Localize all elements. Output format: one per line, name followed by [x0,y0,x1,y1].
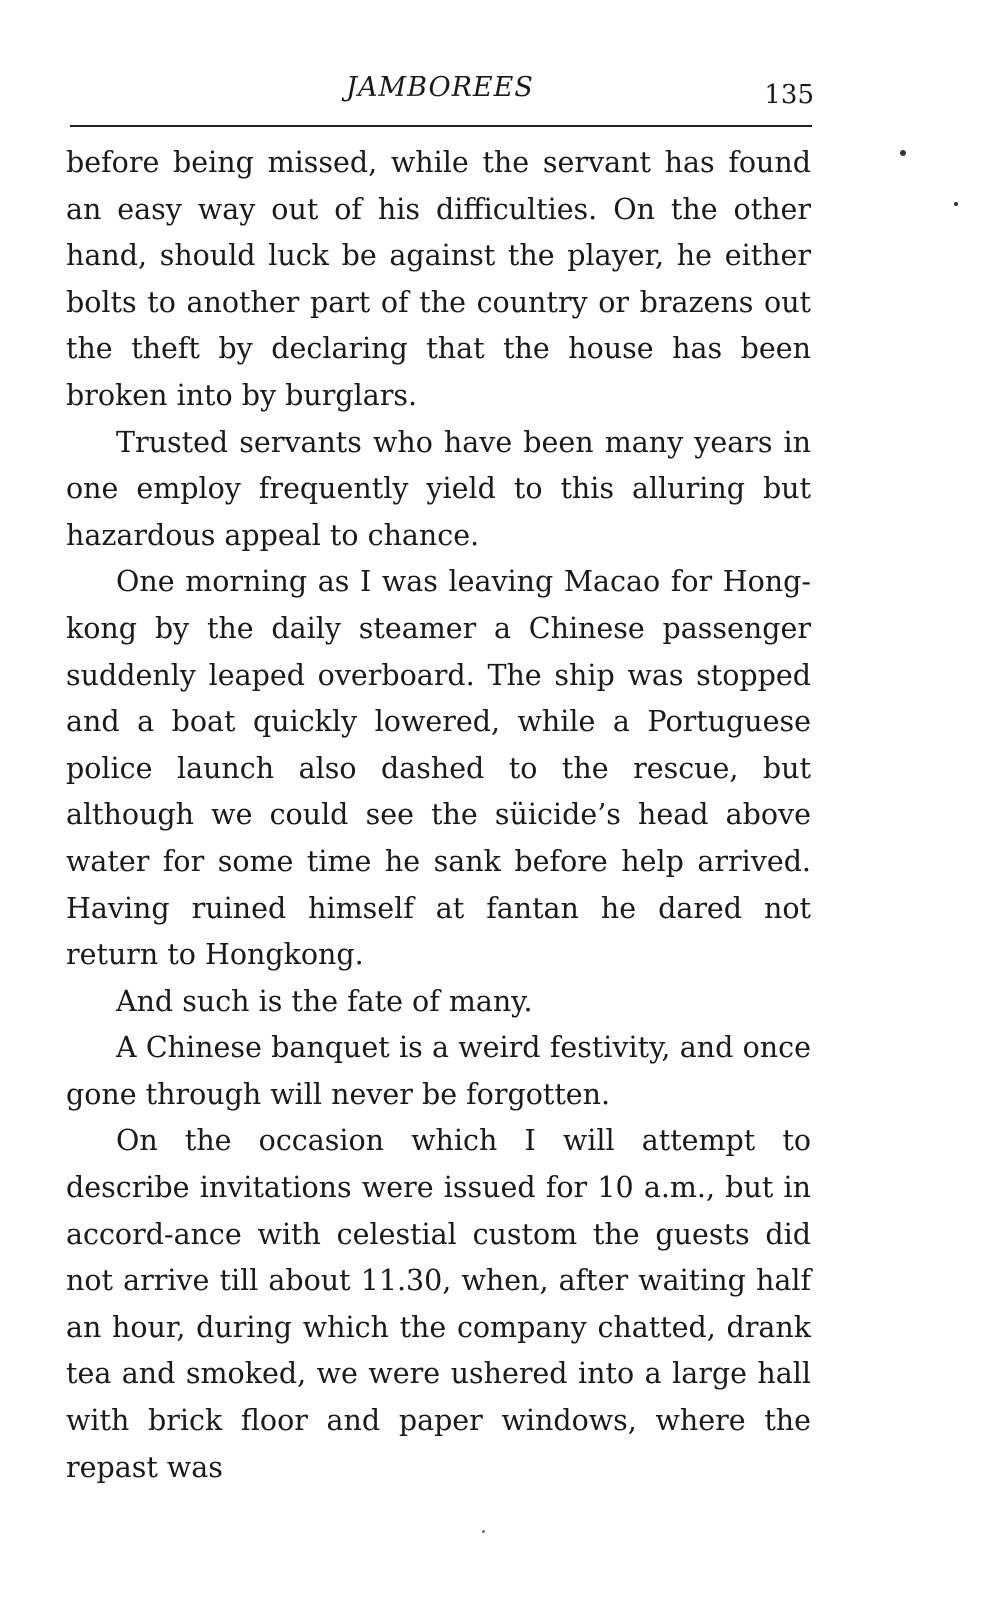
ink-speck [954,202,958,206]
paragraph-chinese-banquet: A Chinese banquet is a weird festivity, and once gone through will never be forgotten. [66,1031,811,1111]
ink-speck [482,1530,485,1533]
header-rule [70,125,812,127]
body-text [66,140,811,1491]
paragraph-fate-of-many: And such is the fate of many. [116,984,533,1018]
running-head [66,72,814,112]
paragraph-trusted-servants: Trusted servants who have been many years in one employ frequently yield to this alluring but hazardous appeal to chance. [66,425,811,552]
ink-speck [900,150,906,156]
paragraph-occasion: On the occasion which I will attempt to describe invitations were issued for 10 a.m., but in accord-ance with celestial custom the guests did not arrive till about 11.30, when, after waiting half an hour, during which the company chatted, drank tea and smoked, we were ushered into a large hall with brick floor and paper windows, where the repast was [66,1124,811,1484]
page-number: 135 [764,80,814,110]
paragraph-macao-steamer: One morning as I was leaving Macao for Hong-kong by the daily steamer a Chinese passenger suddenly leaped overboard. The ship was stopped and a boat quickly lowered, while a Portuguese police launch also dashed to the rescue, but although we could see the süicide’s head above water for some time he sank before help arrived. Having ruined himself at fantan he dared not return to Hongkong. [66,565,811,972]
paragraph-continued: before being missed, while the servant has found an easy way out of his difficulties. On the other hand, should luck be against the player, he either bolts to another part of the country or brazens out the theft by declaring that the house has been broken into by burglars. [66,146,811,412]
running-title: JAMBOREES [346,72,534,103]
